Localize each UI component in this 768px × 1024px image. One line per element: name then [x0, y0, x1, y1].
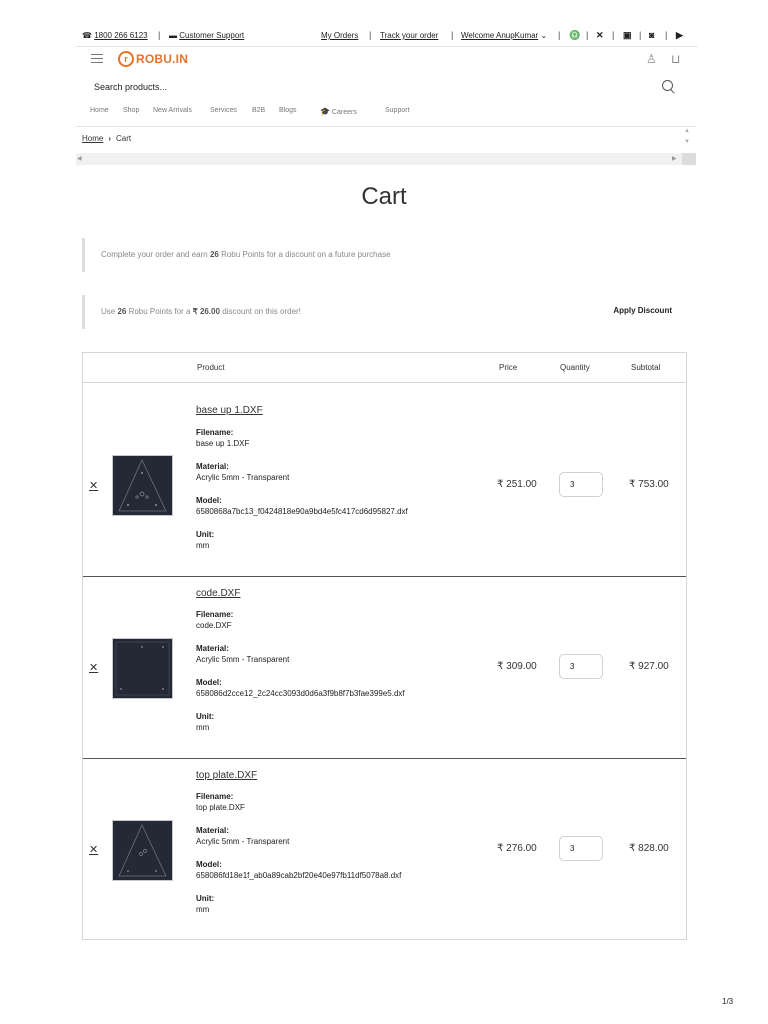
product-thumbnail [112, 820, 173, 881]
page-number: 1/3 [722, 997, 734, 1006]
chat-icon: ▬ [169, 31, 177, 40]
cart-icon[interactable]: ⊔ [671, 52, 681, 66]
divider: | [451, 30, 454, 40]
logo-mark: r [118, 51, 134, 67]
table-row [83, 383, 686, 576]
product-name-link[interactable]: top plate.DXF [196, 770, 258, 781]
logo-text: ROBU.IN [136, 52, 189, 66]
divider: | [158, 30, 161, 40]
horizontal-scrollbar[interactable] [76, 153, 696, 165]
nav-item-support[interactable]: Support [385, 107, 410, 114]
quantity-input[interactable] [559, 472, 603, 497]
item-price: ₹ 251.00 [497, 479, 537, 490]
divider: | [665, 30, 668, 40]
page-title: Cart [361, 183, 407, 210]
cart-table [82, 352, 687, 940]
search-icon[interactable] [662, 80, 673, 91]
header-product: Product [197, 363, 225, 372]
nav-item-shop[interactable]: Shop [123, 107, 140, 114]
breadcrumb [82, 134, 131, 143]
scroll-left-icon[interactable]: ◀ [77, 156, 82, 162]
scrollbar-corner [682, 153, 696, 165]
item-subtotal: ₹ 927.00 [629, 661, 669, 672]
remove-item-button[interactable]: ✕ [89, 844, 99, 856]
use-points-notice: Use 26 Robu Points for a ₹ 26.00 discount on this order! Apply Discount [82, 295, 686, 329]
item-price: ₹ 309.00 [497, 661, 537, 672]
phone-link[interactable]: ☎ 1800 266 6123 [82, 31, 148, 40]
product-name-link[interactable]: base up 1.DXF [196, 405, 263, 416]
product-thumbnail [112, 638, 173, 699]
nav-item-blogs[interactable]: Blogs [279, 107, 297, 114]
graduation-cap-icon: 🎓 [320, 107, 330, 116]
nav-item-services[interactable]: Services [210, 107, 237, 114]
scroll-right-icon[interactable]: ▶ [672, 156, 677, 162]
divider: | [558, 30, 561, 40]
chevron-right-icon: › [108, 134, 112, 143]
product-name-link[interactable]: code.DXF [196, 588, 241, 599]
earn-points-notice: Complete your order and earn 26 Robu Points for a discount on a future purchase [82, 238, 686, 272]
search-input[interactable] [94, 80, 634, 94]
item-subtotal: ₹ 753.00 [629, 479, 669, 490]
breadcrumb-home[interactable]: Home [82, 134, 104, 143]
top-divider [76, 46, 698, 47]
twitter-icon[interactable]: ✕ [596, 30, 604, 40]
remove-item-button[interactable]: ✕ [89, 662, 99, 674]
nav-item-careers[interactable]: 🎓 Careers [320, 107, 357, 116]
menu-icon[interactable] [91, 54, 103, 64]
my-orders-link[interactable]: My Orders [321, 31, 359, 40]
user-icon[interactable]: ♙ [646, 52, 657, 66]
scroll-up-icon[interactable]: ▲ [684, 128, 690, 134]
remove-item-button[interactable]: ✕ [89, 480, 99, 492]
tracking-icon[interactable]: ♎ [569, 30, 581, 40]
header-price: Price [499, 363, 518, 372]
nav-item-b2b[interactable]: B2B [252, 107, 266, 114]
item-subtotal: ₹ 828.00 [629, 843, 669, 854]
divider: | [586, 30, 589, 40]
header-quantity: Quantity [560, 363, 590, 372]
dxf-preview-image [113, 821, 172, 880]
item-price: ₹ 276.00 [497, 843, 537, 854]
customer-support-link[interactable]: ▬ Customer Support [169, 31, 245, 40]
frame-divider [76, 126, 696, 127]
nav-item-new-arrivals[interactable]: New Arrivals [153, 107, 192, 114]
breadcrumb-frame [76, 126, 696, 166]
product-meta: Filename: top plate.DXF Material: Acrylic 5mm - Transparent Model: 658086fd18e1f_ab0a89cab2bf20e40e97fb11df5078a8.dxf Unit: mm [196, 792, 402, 914]
dxf-preview-image [113, 639, 172, 698]
divider: | [612, 30, 615, 40]
quantity-input[interactable] [559, 836, 603, 861]
divider: | [639, 30, 642, 40]
product-meta: Filename: code.DXF Material: Acrylic 5mm - Transparent Model: 658086d2cce12_2c24cc3093d0d6a3f9b8f7b3fae399e5.dxf Unit: mm [196, 610, 405, 732]
product-thumbnail [112, 455, 173, 516]
table-header [83, 353, 686, 383]
phone-icon: ☎ [82, 31, 92, 40]
divider: | [369, 30, 372, 40]
quantity-input[interactable] [559, 654, 603, 679]
dxf-preview-image [113, 456, 172, 515]
scroll-down-icon[interactable]: ▼ [684, 139, 690, 145]
top-bar [82, 28, 686, 44]
apply-discount-button[interactable]: Apply Discount [613, 306, 672, 315]
table-row [83, 759, 686, 939]
table-row [83, 577, 686, 758]
vertical-scrollbar[interactable] [681, 127, 695, 153]
header-subtotal: Subtotal [631, 363, 661, 372]
instagram-icon[interactable]: ◙ [649, 30, 655, 40]
nav-item-home[interactable]: Home [90, 107, 109, 114]
chevron-down-icon: ⌄ [540, 31, 548, 40]
linkedin-icon[interactable]: ▣ [623, 30, 632, 40]
site-logo[interactable] [118, 50, 188, 68]
breadcrumb-current: Cart [116, 134, 132, 143]
youtube-icon[interactable]: ▶ [676, 30, 683, 40]
product-meta: Filename: base up 1.DXF Material: Acrylic 5mm - Transparent Model: 6580868a7bc13_f0424818e90a9bd4e5fc417cd6d95827.dxf Unit: mm [196, 428, 408, 550]
track-order-link[interactable]: Track your order [380, 31, 439, 40]
account-menu[interactable]: Welcome AnupKumar ⌄ [461, 31, 548, 40]
